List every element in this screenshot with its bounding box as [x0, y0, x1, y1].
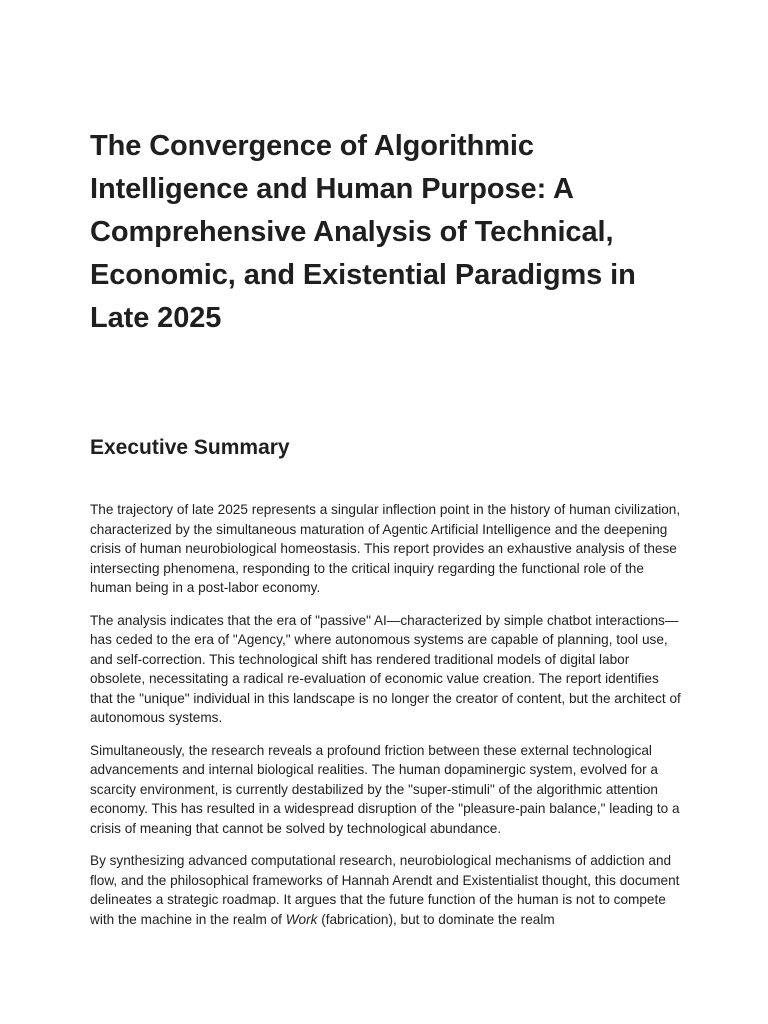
document-title: The Convergence of Algorithmic Intelligence and Human Purpose: A Comprehensive Analysis of Technical, Economic, and Existential Paradigms in Late 2025	[90, 130, 636, 334]
section-heading-executive-summary: Executive Summary	[90, 436, 290, 459]
paragraph-4-emphasis: Work	[285, 911, 318, 927]
paragraph-4-text-before: By synthesizing advanced computational research, neurobiological mechanisms of addiction and flow, and the philosophical frameworks of Hannah Arendt and Existentialist thought, this document delineates a strategic roadmap. It argues that the future function of the human is not to compete with the machine in the realm of	[90, 853, 680, 927]
paragraph-4	[90, 851, 682, 929]
paragraph-4-text-after: (fabrication), but to dominate the realm	[317, 911, 555, 927]
paragraph-1: The trajectory of late 2025 represents a singular inflection point in the history of human civilization, characterized by the simultaneous maturation of Agentic Artificial Intelligence and the deepening crisis of human neurobiological homeostasis. This report provides an exhaustive analysis of these intersecting phenomena, responding to the critical inquiry regarding the functional role of the human being in a post-labor economy.	[90, 502, 681, 595]
paragraph-2: The analysis indicates that the era of "passive" AI—characterized by simple chatbot interactions—has ceded to the era of "Agency," where autonomous systems are capable of planning, tool use, and self-correction. This technological shift has rendered traditional models of digital labor obsolete, necessitating a radical re-evaluation of economic value creation. The report identifies that the "unique" individual in this landscape is no longer the creator of content, but the architect of autonomous systems.	[90, 612, 681, 725]
paragraph-3: Simultaneously, the research reveals a profound friction between these external technological advancements and internal biological realities. The human dopaminergic system, evolved for a scarcity environment, is currently destabilized by the "super-stimuli" of the algorithmic attention economy. This has resulted in a widespread disruption of the "pleasure-pain balance," leading to a crisis of meaning that cannot be solved by technological abundance.	[90, 742, 680, 836]
document-body	[90, 500, 682, 929]
